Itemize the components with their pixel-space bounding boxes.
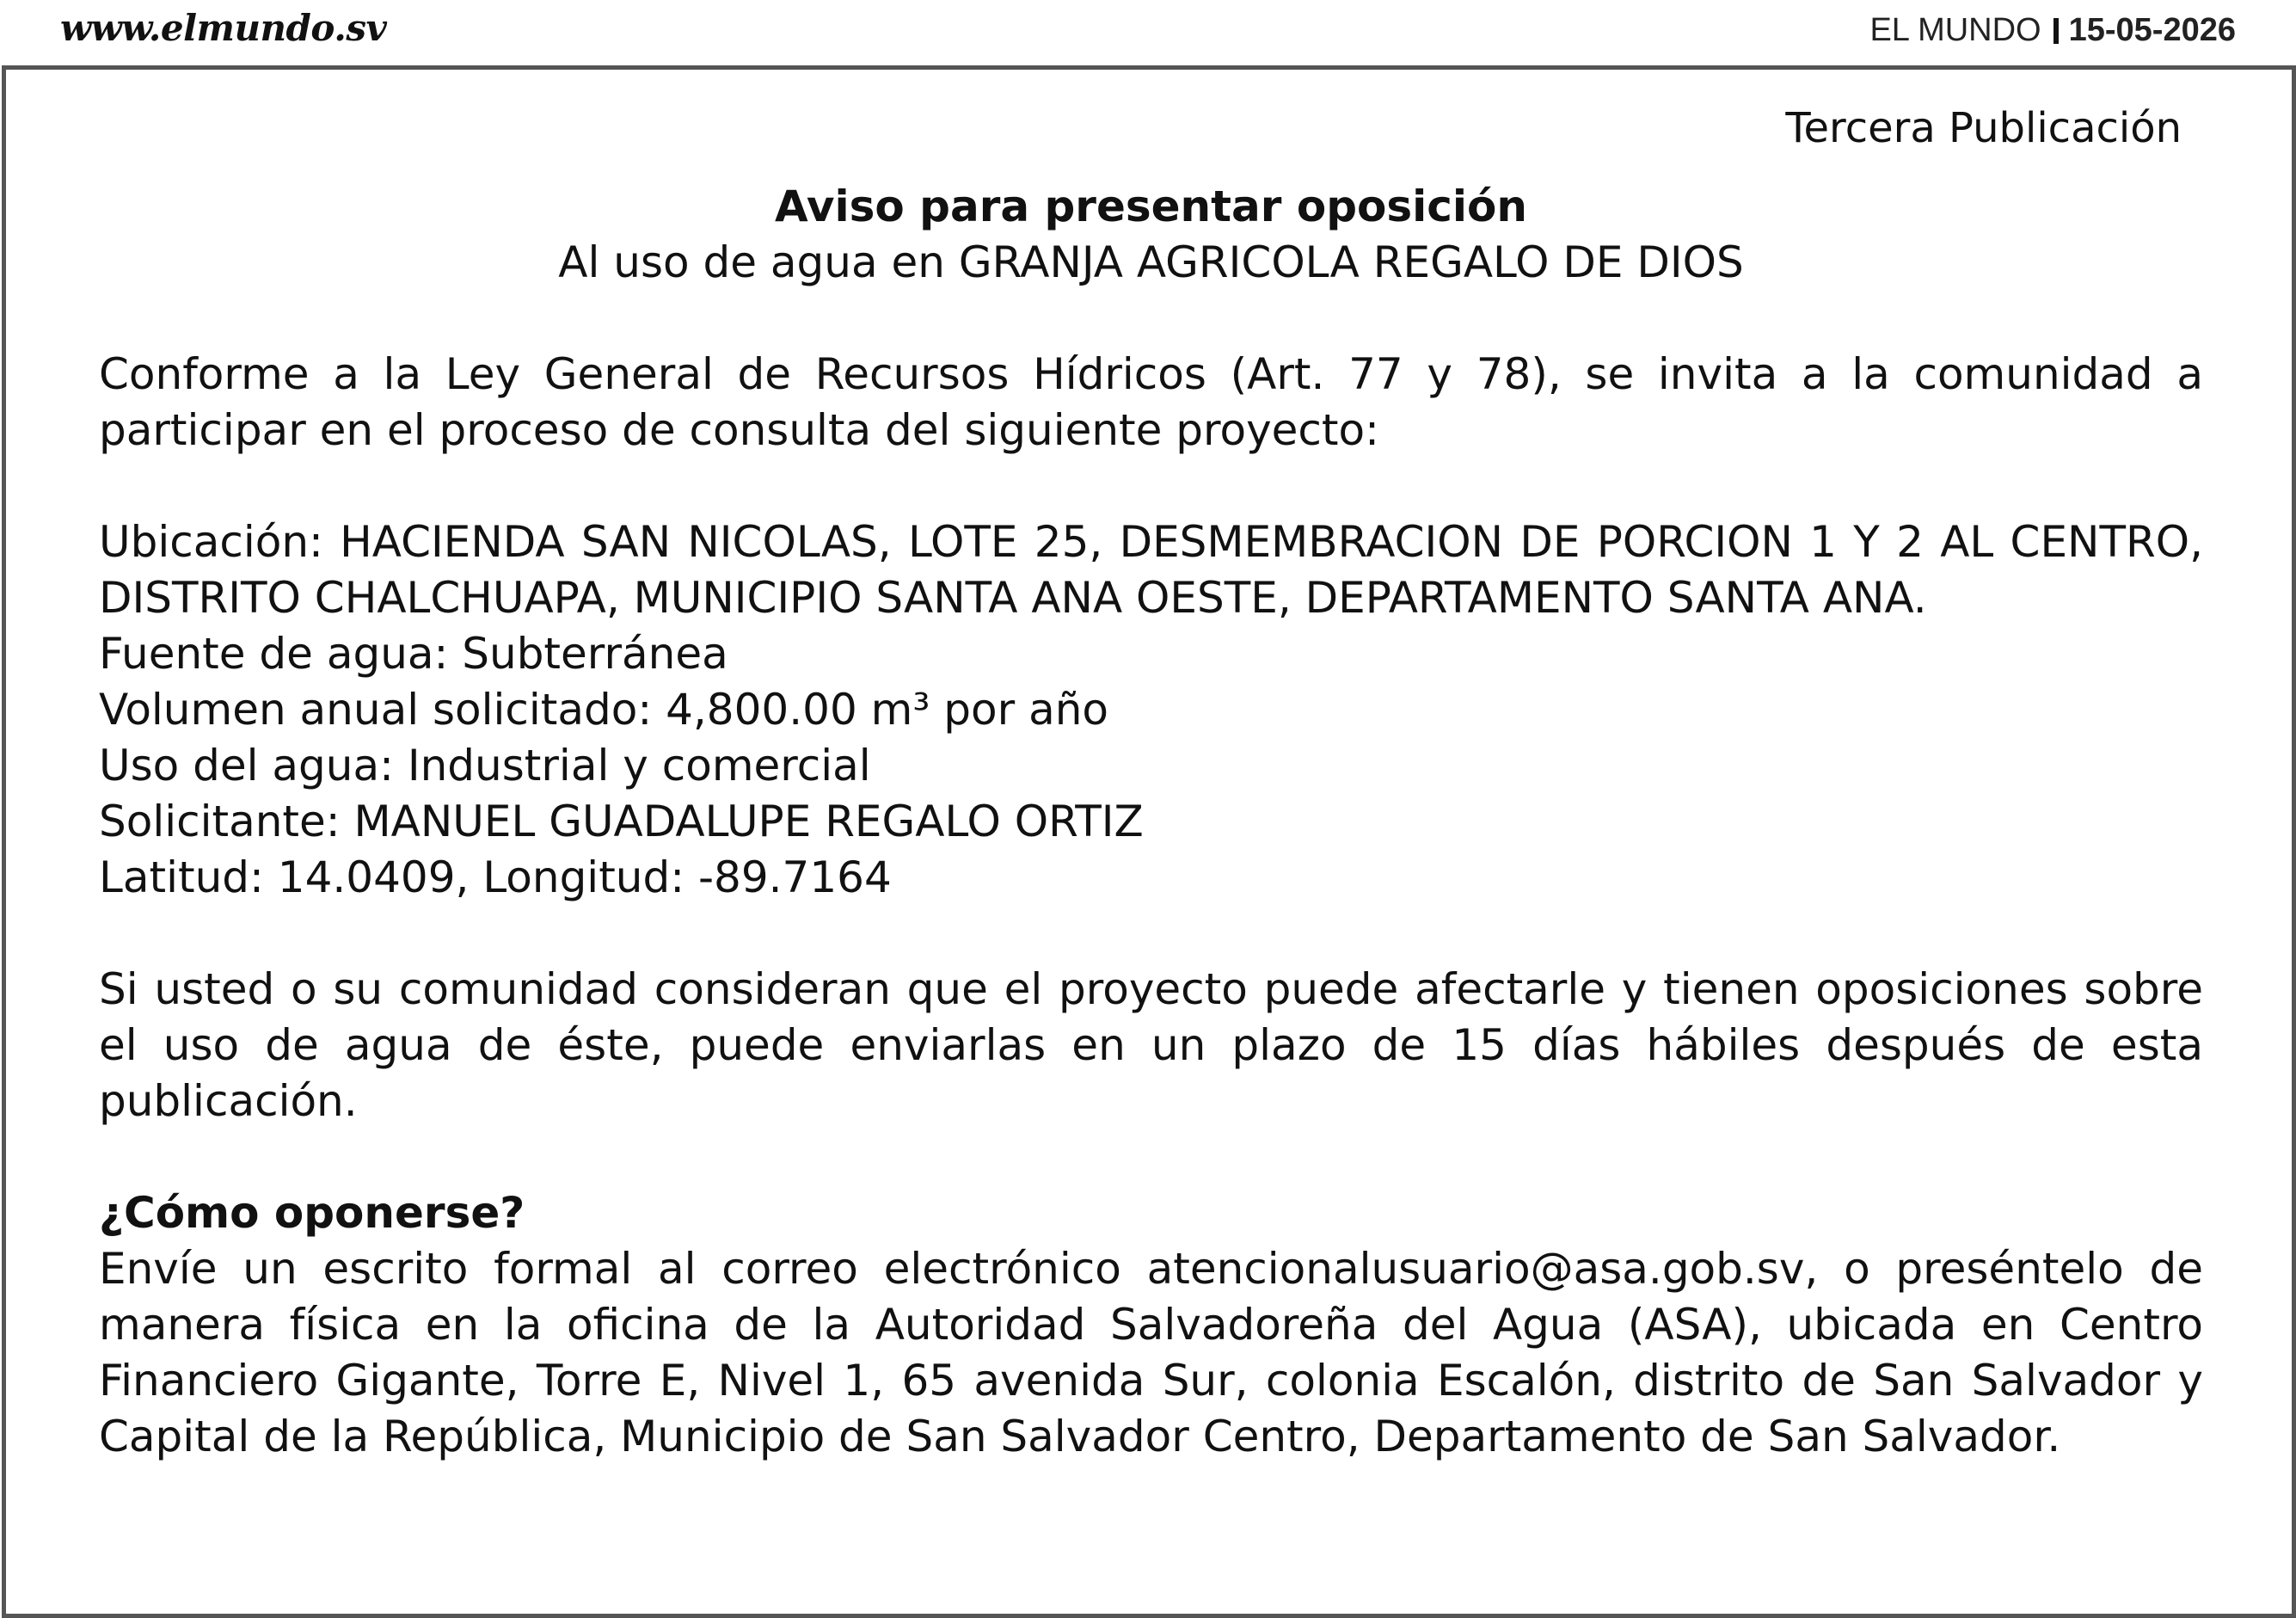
spacer (99, 458, 2203, 514)
publication-tag: Tercera Publicación (1785, 104, 2182, 152)
spacer (99, 1129, 2203, 1185)
notice-title: Aviso para presentar oposición (775, 181, 1527, 231)
opposition-paragraph: Si usted o su comunidad consideran que el proyecto puede afectarle y tienen oposiciones sobre el uso de agua de éste, puede enviarlas en un plazo de 15 días hábiles después de esta publicación. (99, 964, 2203, 1126)
applicant-field: Solicitante: MANUEL GUADALUPE REGALO ORTIZ (99, 797, 1144, 846)
notice-body (99, 347, 2203, 1465)
notice-subtitle: Al uso de agua en GRANJA AGRICOLA REGALO DE DIOS (558, 237, 1744, 287)
site-url: www.elmundo.sv (60, 7, 387, 49)
coordinates-field: Latitud: 14.0409, Longitud: -89.7164 (99, 852, 892, 902)
how-to-oppose-paragraph: Envíe un escrito formal al correo electrónico atencionalusuario@asa.gob.sv, o preséntelo de manera física en la oficina de la Autoridad Salvadoreña del Agua (ASA), ubicada en Centro Financiero Gigante, Torre E, Nivel 1, 65 avenida Sur, colonia Escalón, distrito de San Salvador y Capital de la República, Municipio de San Salvador Centro, Departamento de San Salvador. (99, 1244, 2203, 1461)
spacer (99, 906, 2203, 962)
newspaper-name: EL MUNDO (1869, 12, 2041, 48)
annual-volume-field: Volumen anual solicitado: 4,800.00 m³ por año (99, 685, 1108, 735)
location-field: Ubicación: HACIENDA SAN NICOLAS, LOTE 25, DESMEMBRACION DE PORCION 1 Y 2 AL CENTRO, DISTRITO CHALCHUAPA, MUNICIPIO SANTA ANA OESTE, DEPARTAMENTO SANTA ANA. (99, 517, 2203, 623)
page-header (0, 0, 2296, 65)
notice-box (2, 65, 2296, 1618)
masthead-separator (2054, 18, 2059, 44)
masthead (1869, 12, 2236, 49)
intro-paragraph: Conforme a la Ley General de Recursos Hídricos (Art. 77 y 78), se invita a la comunidad a participar en el proceso de consulta del siguiente proyecto: (99, 349, 2203, 455)
water-source-field: Fuente de agua: Subterránea (99, 629, 728, 679)
how-to-oppose-heading: ¿Cómo oponerse? (99, 1188, 525, 1238)
water-use-field: Uso del agua: Industrial y comercial (99, 741, 871, 791)
publication-date: 15-05-2026 (2068, 12, 2236, 48)
